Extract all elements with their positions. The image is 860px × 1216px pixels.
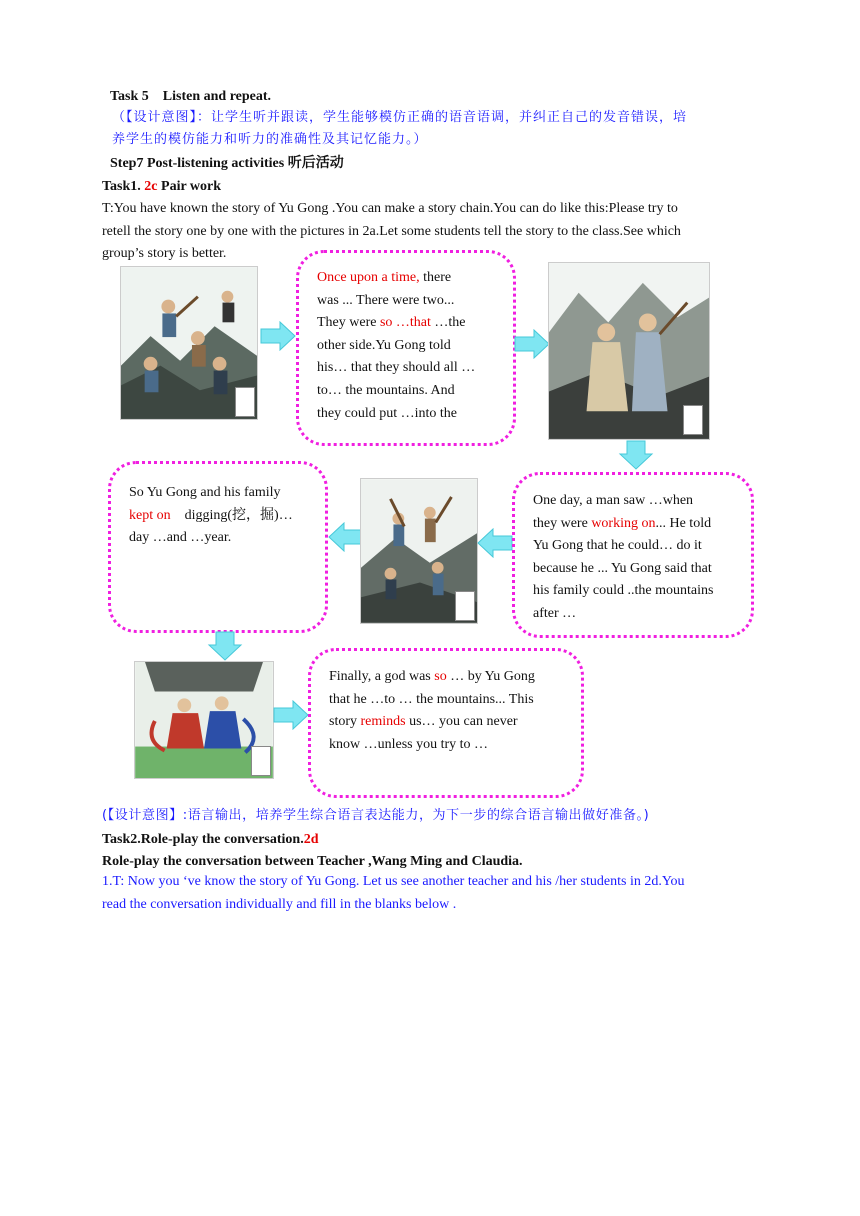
story-bubble-1 (296, 250, 516, 446)
bubble4-text: know …unless you try to … (329, 736, 489, 752)
bubble4-text: Finally, a god was (329, 669, 435, 684)
task1-code: 2c (144, 179, 158, 194)
picture-number-box (251, 746, 271, 776)
task2-prefix: Task2.Role-play the conversation. (102, 832, 304, 847)
story-bubble-3 (108, 461, 328, 633)
bubble1-text: to… the mountains. And (317, 382, 455, 398)
bubble4-red-phrase-1: so (434, 669, 447, 684)
design-intent-2: (【设计意图】:语言输出，培养学生综合语言表达能力，为下一步的综合语言输出做好准备。) (102, 808, 650, 823)
bubble2-text: One day, a man saw …when (533, 493, 694, 508)
bubble2-text: after … (533, 605, 577, 621)
bubble1-text: there (419, 270, 452, 285)
teacher-instructions-line2: read the conversation individually and fill in the blanks below . (102, 896, 457, 912)
instructions-line3: group’s story is better. (102, 246, 227, 261)
picture-number-box (683, 405, 703, 435)
bubble2-text: Yu Gong that he could… do it (533, 538, 702, 554)
bubble3-text: digging(挖，掘)… (170, 507, 293, 523)
bubble1-text: his… that they should all … (317, 360, 476, 376)
bubble4-text: … by Yu Gong (446, 669, 535, 684)
task2-subtitle: Role-play the conversation between Teacher ,Wang Ming and Claudia. (102, 854, 523, 869)
bubble4-text: us… you can never (405, 714, 518, 730)
arrow-right-icon (273, 700, 309, 730)
arrow-right-icon (514, 329, 550, 359)
bubble3-text: So Yu Gong and his family (129, 485, 281, 500)
task1-prefix: Task1. (102, 179, 145, 194)
bubble1-red-phrase-1: Once upon a time, (317, 270, 420, 285)
bubble1-text: was ... There were two... (317, 292, 455, 308)
bubble4-text: that he …to … the mountains... This (329, 691, 534, 707)
story-bubble-4 (308, 648, 584, 798)
teacher-instructions-line1: 1.T: Now you ‘ve know the story of Yu Gong. Let us see another teacher and his /her students in 2d.You (102, 874, 685, 889)
bubble1-text: they could put …into the (317, 405, 457, 421)
arrow-down-icon (618, 440, 654, 470)
story-bubble-2 (512, 472, 754, 638)
instructions-line1: T:You have known the story of Yu Gong .You can make a story chain.You can do like this:Please try to (102, 201, 678, 216)
story-picture-4 (134, 661, 274, 779)
bubble4-text: story (329, 714, 361, 730)
bubble2-text: his family could ..the mountains (533, 583, 714, 599)
bubble1-red-phrase-2: so …that (379, 315, 431, 331)
story-picture-1 (120, 266, 258, 420)
task1-suffix: Pair work (157, 179, 222, 194)
bubble2-text: ... He told (655, 515, 712, 531)
task2-code: 2d (303, 832, 319, 847)
bubble3-red-phrase: kept on (129, 507, 171, 523)
step7-title: Step7 Post-listening activities 听后活动 (110, 156, 344, 171)
bubble2-red-phrase: working on (591, 515, 656, 531)
arrow-right-icon (260, 321, 296, 351)
bubble1-text: other side.Yu Gong told (317, 337, 451, 353)
task1-title (102, 176, 221, 198)
arrow-left-icon (328, 522, 364, 552)
bubble2-text: they were (533, 515, 592, 531)
design-intent-1-line2: 养学生的模仿能力和听力的准确性及其记忆能力。） (112, 132, 428, 147)
picture-number-box (235, 387, 255, 417)
bubble1-text: They were (317, 315, 380, 331)
bubble1-text: …the (430, 315, 466, 331)
task5-title: Task 5 Listen and repeat. (110, 89, 272, 104)
arrow-left-icon (477, 528, 513, 558)
arrow-down-icon (207, 631, 243, 661)
bubble4-red-phrase-2: reminds (360, 714, 406, 730)
story-picture-3 (360, 478, 478, 624)
bubble2-text: because he ... Yu Gong said that (533, 560, 712, 576)
story-picture-2 (548, 262, 710, 440)
instructions-line2: retell the story one by one with the pictures in 2a.Let some students tell the story to the class.See which (102, 223, 681, 239)
teacher-instructions (102, 871, 685, 916)
task2-title (102, 829, 319, 851)
design-intent-1-line1: （【设计意图】：让学生听并跟读，学生能够模仿正确的语音语调，并纠正自己的发音错误，培 (112, 110, 688, 125)
bubble3-text: day …and …year. (129, 530, 232, 546)
picture-number-box (455, 591, 475, 621)
